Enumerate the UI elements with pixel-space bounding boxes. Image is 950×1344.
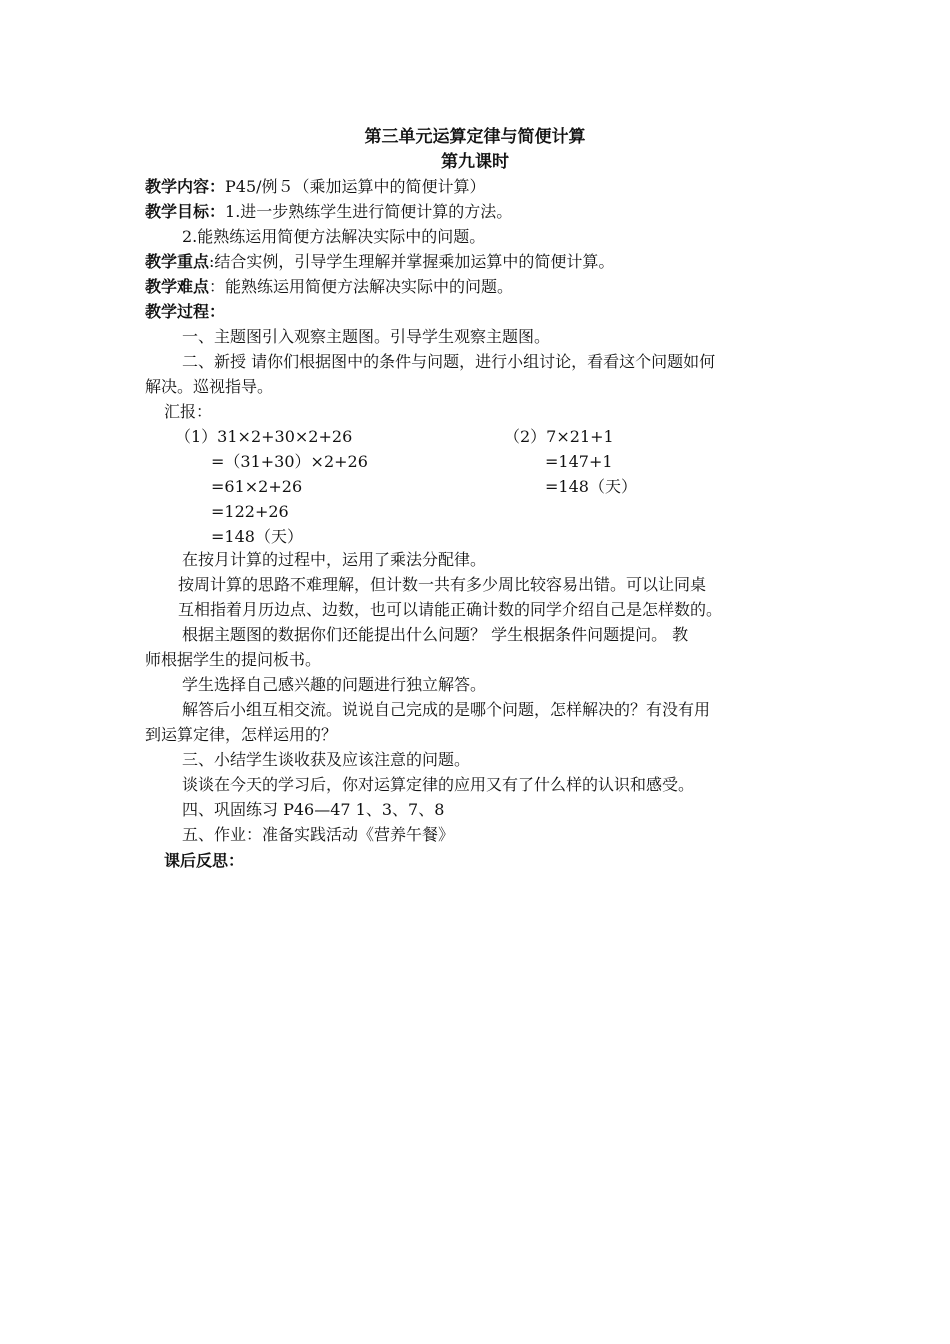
calc-1-line-1: （1）31×2+30×2+26 bbox=[175, 427, 353, 446]
document-title: 第三单元运算定律与简便计算 bbox=[364, 127, 586, 147]
calc-2-line-3: =148（天） bbox=[545, 477, 637, 496]
paragraph-3-line-2: 师根据学生的提问板书。 bbox=[145, 650, 322, 669]
process-step-2-line-1: 二、新授 请你们根据图中的条件与问题，进行小组讨论，看看这个问题如何 bbox=[182, 352, 716, 371]
teaching-goals-label: 教学目标： bbox=[145, 202, 226, 221]
report-label: 汇报： bbox=[164, 402, 213, 421]
process-step-4: 四、巩固练习 P46—47 1、3、7、8 bbox=[182, 800, 445, 819]
key-point-text: :结合实例，引导学生理解并掌握乘加运算中的简便计算。 bbox=[209, 252, 615, 271]
calc-1-line-3: =61×2+26 bbox=[211, 477, 303, 496]
calc-1-line-5: =148（天） bbox=[211, 527, 303, 546]
process-step-1: 一、主题图引入观察主题图。引导学生观察主题图。 bbox=[182, 327, 551, 346]
difficulty-line bbox=[145, 277, 513, 297]
reflection-label: 课后反思： bbox=[164, 851, 245, 870]
process-step-3: 三、小结学生谈收获及应该注意的问题。 bbox=[182, 750, 471, 769]
teaching-content-text: P45/例５（乘加运算中的简便计算） bbox=[225, 177, 486, 196]
paragraph-2-line-2: 互相指着月历边点、边数，也可以请能正确计数的同学介绍自己是怎样数的。 bbox=[178, 600, 723, 619]
teaching-content-line bbox=[145, 177, 486, 197]
paragraph-3-line-1: 根据主题图的数据你们还能提出什么问题？ 学生根据条件问题提问。 教 bbox=[182, 625, 689, 644]
teaching-goal-2: 2.能熟练运用简便方法解决实际中的问题。 bbox=[182, 227, 486, 246]
teaching-goals-line bbox=[145, 202, 512, 222]
paragraph-1: 在按月计算的过程中，运用了乘法分配律。 bbox=[182, 550, 487, 569]
paragraph-4: 学生选择自己感兴趣的问题进行独立解答。 bbox=[182, 675, 487, 694]
process-step-2-line-2: 解决。巡视指导。 bbox=[145, 377, 274, 396]
teaching-goal-1: 1.进一步熟练学生进行简便计算的方法。 bbox=[225, 202, 513, 221]
lesson-subtitle: 第九课时 bbox=[441, 152, 509, 172]
process-label: 教学过程： bbox=[145, 302, 226, 321]
paragraph-2-line-1: 按周计算的思路不难理解，但计数一共有多少周比较容易出错。可以让同桌 bbox=[178, 575, 707, 594]
calc-1-line-2: =（31+30）×2+26 bbox=[211, 452, 368, 471]
difficulty-text: ：能熟练运用简便方法解决实际中的问题。 bbox=[209, 277, 514, 296]
calc-2-line-2: =147+1 bbox=[545, 452, 613, 471]
paragraph-5-line-1: 解答后小组互相交流。说说自己完成的是哪个问题，怎样解决的？有没有用 bbox=[182, 700, 711, 719]
process-step-5: 五、作业：准备实践活动《营养午餐》 bbox=[182, 825, 455, 844]
key-point-label: 教学重点 bbox=[145, 252, 210, 271]
difficulty-label: 教学难点 bbox=[145, 277, 210, 296]
teaching-content-label: 教学内容： bbox=[145, 177, 226, 196]
paragraph-6: 谈谈在今天的学习后，你对运算定律的应用又有了什么样的认识和感受。 bbox=[182, 775, 695, 794]
calc-2-line-1: （2）7×21+1 bbox=[504, 427, 614, 446]
paragraph-5-line-2: 到运算定律，怎样运用的？ bbox=[145, 725, 338, 744]
calc-1-line-4: =122+26 bbox=[211, 502, 289, 521]
key-point-line bbox=[145, 252, 614, 272]
